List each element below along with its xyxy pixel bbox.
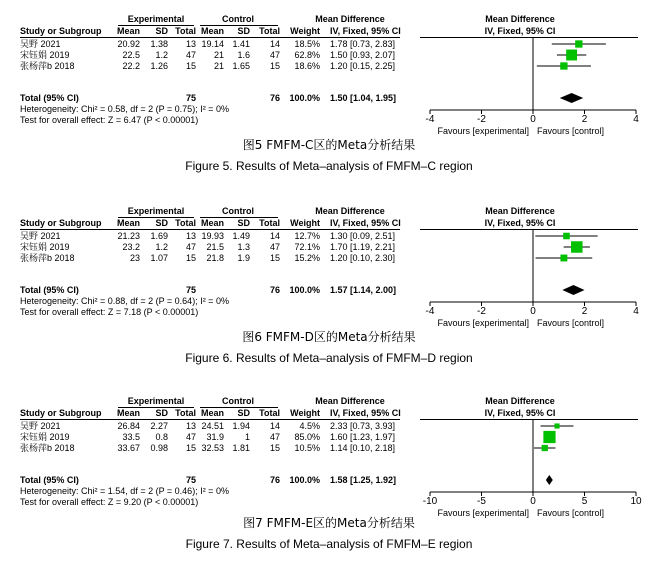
x-axis-tick-label: 5 (581, 496, 588, 507)
ci-method-header-right: IV, Fixed, 95% CI (484, 408, 556, 418)
x-axis-tick-label: 0 (530, 496, 536, 507)
exp-mean: 23 (129, 253, 140, 263)
study-ci-text: 1.14 [0.10, 2.18] (330, 443, 396, 453)
x-axis-tick-label: 2 (581, 114, 588, 125)
total-ci-text: 1.58 [1.25, 1.92] (330, 475, 397, 485)
ctl-total: 14 (269, 231, 280, 241)
exp-mean: 33.67 (117, 443, 140, 453)
x-axis-tick-label: -4 (425, 306, 435, 317)
ctl-total-sum: 76 (269, 93, 280, 103)
exp-total: 15 (185, 61, 196, 71)
mean-difference-header-left: Mean Difference (315, 206, 385, 216)
figure-caption-chinese: 图6 FMFM-D区的Meta分析结果 (242, 330, 416, 344)
mean-difference-header-right: Mean Difference (485, 396, 555, 406)
total-ci-text: 1.57 [1.14, 2.00] (330, 285, 397, 295)
ci-method-header-left: IV, Fixed, 95% CI (330, 408, 401, 418)
study-name: 吴野 2021 (20, 421, 61, 431)
exp-sd: 1.2 (155, 50, 168, 60)
figure-caption-chinese: 图5 FMFM-C区的Meta分析结果 (242, 138, 416, 152)
exp-mean: 22.2 (122, 61, 140, 71)
figure-caption-chinese: 图7 FMFM-E区的Meta分析结果 (243, 516, 415, 530)
study-effect-square (560, 255, 567, 262)
mean-difference-header-right: Mean Difference (485, 206, 555, 216)
total-weight: 100.0% (289, 93, 320, 103)
study-name: 宋钰娟 2019 (20, 432, 70, 442)
ctl-sd-header: SD (237, 408, 250, 418)
x-axis-tick-label: -2 (477, 306, 486, 317)
ctl-sd: 1.6 (237, 50, 250, 60)
ctl-mean: 24.51 (201, 421, 224, 431)
ctl-mean-header: Mean (200, 26, 224, 36)
total-weight: 100.0% (289, 475, 320, 485)
study-effect-square (542, 445, 548, 451)
ctl-total: 15 (269, 253, 280, 263)
exp-total: 13 (185, 421, 196, 431)
x-axis-tick-label: 2 (581, 306, 588, 317)
exp-total-sum: 75 (185, 475, 196, 485)
favours-control-label: Favours [control] (537, 318, 605, 328)
study-weight: 18.6% (294, 61, 320, 71)
exp-total-sum: 75 (185, 285, 196, 295)
exp-mean: 33.5 (122, 432, 140, 442)
exp-total: 47 (185, 50, 196, 60)
ctl-sd: 1.9 (237, 253, 250, 263)
x-axis-tick-label: 4 (633, 114, 639, 125)
figure-caption-english: Figure 6. Results of Meta–analysis of FMFM–D region (185, 351, 473, 365)
x-axis-tick-label: -10 (422, 496, 438, 507)
overall-effect-text: Test for overall effect: Z = 6.47 (P < 0.00001) (20, 115, 199, 125)
study-name: 张杨萍b 2018 (20, 253, 75, 263)
exp-mean: 23.2 (122, 242, 140, 252)
study-weight: 85.0% (294, 432, 320, 442)
x-axis-tick-label: 0 (530, 306, 536, 317)
ctl-mean: 21 (213, 50, 224, 60)
ctl-total: 14 (269, 39, 280, 49)
ctl-sd: 1.81 (232, 443, 250, 453)
study-effect-square (566, 50, 577, 61)
exp-total: 13 (185, 231, 196, 241)
study-effect-square (543, 431, 555, 443)
pooled-effect-diamond (546, 475, 553, 485)
study-weight: 12.7% (294, 231, 320, 241)
overall-effect-text: Test for overall effect: Z = 7.18 (P < 0.00001) (20, 307, 199, 317)
exp-total: 13 (185, 39, 196, 49)
study-ci-text: 1.78 [0.73, 2.83] (330, 39, 396, 49)
control-group-header: Control (222, 396, 254, 406)
mean-difference-header-left: Mean Difference (315, 14, 385, 24)
ctl-mean-header: Mean (200, 408, 224, 418)
exp-total: 47 (185, 432, 196, 442)
exp-sd: 0.8 (155, 432, 168, 442)
ci-method-header-left: IV, Fixed, 95% CI (330, 26, 401, 36)
ctl-sd: 1.3 (237, 242, 250, 252)
ctl-total: 14 (269, 421, 280, 431)
total-label: Total (95% CI) (20, 475, 79, 485)
ctl-mean-header: Mean (200, 218, 224, 228)
ctl-total-sum: 76 (269, 475, 280, 485)
favours-experimental-label: Favours [experimental] (437, 126, 529, 136)
study-effect-square (575, 40, 582, 47)
exp-sd: 1.26 (150, 61, 168, 71)
favours-experimental-label: Favours [experimental] (437, 318, 529, 328)
exp-mean: 22.5 (122, 50, 140, 60)
control-group-header: Control (222, 14, 254, 24)
study-name: 吴野 2021 (20, 231, 61, 241)
ci-method-header-right: IV, Fixed, 95% CI (484, 26, 556, 36)
ctl-mean: 21.5 (206, 242, 224, 252)
ci-method-header-right: IV, Fixed, 95% CI (484, 218, 556, 228)
total-label: Total (95% CI) (20, 285, 79, 295)
study-name: 宋钰娟 2019 (20, 50, 70, 60)
exp-mean-header: Mean (116, 218, 140, 228)
study-weight: 15.2% (294, 253, 320, 263)
ctl-total: 47 (269, 432, 280, 442)
pooled-effect-diamond (562, 285, 584, 295)
study-ci-text: 1.20 [0.15, 2.25] (330, 61, 396, 71)
ctl-mean: 21 (213, 61, 224, 71)
total-label: Total (95% CI) (20, 93, 79, 103)
ctl-total: 15 (269, 61, 280, 71)
exp-sd: 1.07 (150, 253, 168, 263)
ctl-mean: 19.93 (201, 231, 224, 241)
study-column-header: Study or Subgroup (20, 408, 102, 418)
ctl-sd: 1.49 (232, 231, 250, 241)
heterogeneity-text: Heterogeneity: Chi² = 0.88, df = 2 (P = 0.64); I² = 0% (20, 296, 229, 306)
pooled-effect-diamond (560, 93, 583, 103)
exp-sd-header: SD (155, 26, 168, 36)
experimental-group-header: Experimental (127, 396, 185, 406)
exp-sd: 2.27 (150, 421, 168, 431)
x-axis-tick-label: -5 (477, 496, 486, 507)
exp-sd: 0.98 (150, 443, 168, 453)
exp-total: 15 (185, 443, 196, 453)
figure-caption-english: Figure 5. Results of Meta–analysis of FMFM–C region (185, 159, 473, 173)
study-ci-text: 1.60 [1.23, 1.97] (330, 432, 396, 442)
study-ci-text: 1.20 [0.10, 2.30] (330, 253, 396, 263)
favours-control-label: Favours [control] (537, 126, 605, 136)
ci-method-header-left: IV, Fixed, 95% CI (330, 218, 401, 228)
ctl-sd-header: SD (237, 218, 250, 228)
ctl-total-header: Total (259, 218, 280, 228)
exp-total-sum: 75 (185, 93, 196, 103)
study-ci-text: 2.33 [0.73, 3.93] (330, 421, 396, 431)
ctl-sd: 1.94 (232, 421, 250, 431)
experimental-group-header: Experimental (127, 206, 185, 216)
exp-sd-header: SD (155, 408, 168, 418)
total-weight: 100.0% (289, 285, 320, 295)
ctl-total-header: Total (259, 26, 280, 36)
ctl-total-header: Total (259, 408, 280, 418)
mean-difference-header-left: Mean Difference (315, 396, 385, 406)
ctl-sd: 1.41 (232, 39, 250, 49)
ctl-mean: 21.8 (206, 253, 224, 263)
ctl-sd-header: SD (237, 26, 250, 36)
study-weight: 72.1% (294, 242, 320, 252)
weight-header: Weight (290, 408, 320, 418)
ctl-mean: 19.14 (201, 39, 224, 49)
heterogeneity-text: Heterogeneity: Chi² = 1.54, df = 2 (P = 0.46); I² = 0% (20, 486, 229, 496)
exp-mean-header: Mean (116, 26, 140, 36)
ctl-mean: 31.9 (206, 432, 224, 442)
x-axis-tick-label: 0 (530, 114, 536, 125)
exp-total: 15 (185, 253, 196, 263)
study-weight: 10.5% (294, 443, 320, 453)
exp-mean: 26.84 (117, 421, 140, 431)
total-ci-text: 1.50 [1.04, 1.95] (330, 93, 397, 103)
forest-plot-panel (0, 10, 658, 150)
mean-difference-header-right: Mean Difference (485, 14, 555, 24)
study-ci-text: 1.50 [0.93, 2.07] (330, 50, 396, 60)
study-ci-text: 1.70 [1.19, 2.21] (330, 242, 396, 252)
study-effect-square (571, 241, 582, 252)
exp-mean: 21.23 (117, 231, 140, 241)
study-ci-text: 1.30 [0.09, 2.51] (330, 231, 396, 241)
x-axis-tick-label: -4 (425, 114, 435, 125)
ctl-total: 47 (269, 50, 280, 60)
experimental-group-header: Experimental (127, 14, 185, 24)
study-weight: 62.8% (294, 50, 320, 60)
exp-sd: 1.2 (155, 242, 168, 252)
study-name: 宋钰娟 2019 (20, 242, 70, 252)
study-name: 张杨萍b 2018 (20, 443, 75, 453)
favours-experimental-label: Favours [experimental] (437, 508, 529, 518)
favours-control-label: Favours [control] (537, 508, 605, 518)
study-effect-square (560, 62, 567, 69)
exp-total-header: Total (175, 218, 196, 228)
x-axis-tick-label: -2 (477, 114, 486, 125)
overall-effect-text: Test for overall effect: Z = 9.20 (P < 0.00001) (20, 497, 199, 507)
exp-total-header: Total (175, 408, 196, 418)
exp-sd: 1.38 (150, 39, 168, 49)
forest-plot-panel (0, 202, 658, 342)
exp-total: 47 (185, 242, 196, 252)
exp-total-header: Total (175, 26, 196, 36)
x-axis-tick-label: 10 (630, 496, 642, 507)
study-column-header: Study or Subgroup (20, 218, 102, 228)
ctl-mean: 32.53 (201, 443, 224, 453)
exp-sd: 1.69 (150, 231, 168, 241)
study-effect-square (563, 233, 570, 240)
forest-plot-panel (0, 392, 658, 532)
study-name: 张杨萍b 2018 (20, 61, 75, 71)
figure-caption-english: Figure 7. Results of Meta–analysis of FMFM–E region (185, 537, 473, 551)
ctl-total: 47 (269, 242, 280, 252)
ctl-total-sum: 76 (269, 285, 280, 295)
control-group-header: Control (222, 206, 254, 216)
ctl-sd: 1.65 (232, 61, 250, 71)
heterogeneity-text: Heterogeneity: Chi² = 0.58, df = 2 (P = 0.75); I² = 0% (20, 104, 229, 114)
weight-header: Weight (290, 218, 320, 228)
study-effect-square (554, 423, 559, 428)
x-axis-tick-label: 4 (633, 306, 639, 317)
exp-mean: 20.92 (117, 39, 140, 49)
study-weight: 4.5% (299, 421, 320, 431)
exp-mean-header: Mean (116, 408, 140, 418)
ctl-sd: 1 (244, 432, 250, 442)
weight-header: Weight (290, 26, 320, 36)
study-weight: 18.5% (294, 39, 320, 49)
exp-sd-header: SD (155, 218, 168, 228)
ctl-total: 15 (269, 443, 280, 453)
study-name: 吴野 2021 (20, 39, 61, 49)
study-column-header: Study or Subgroup (20, 26, 102, 36)
